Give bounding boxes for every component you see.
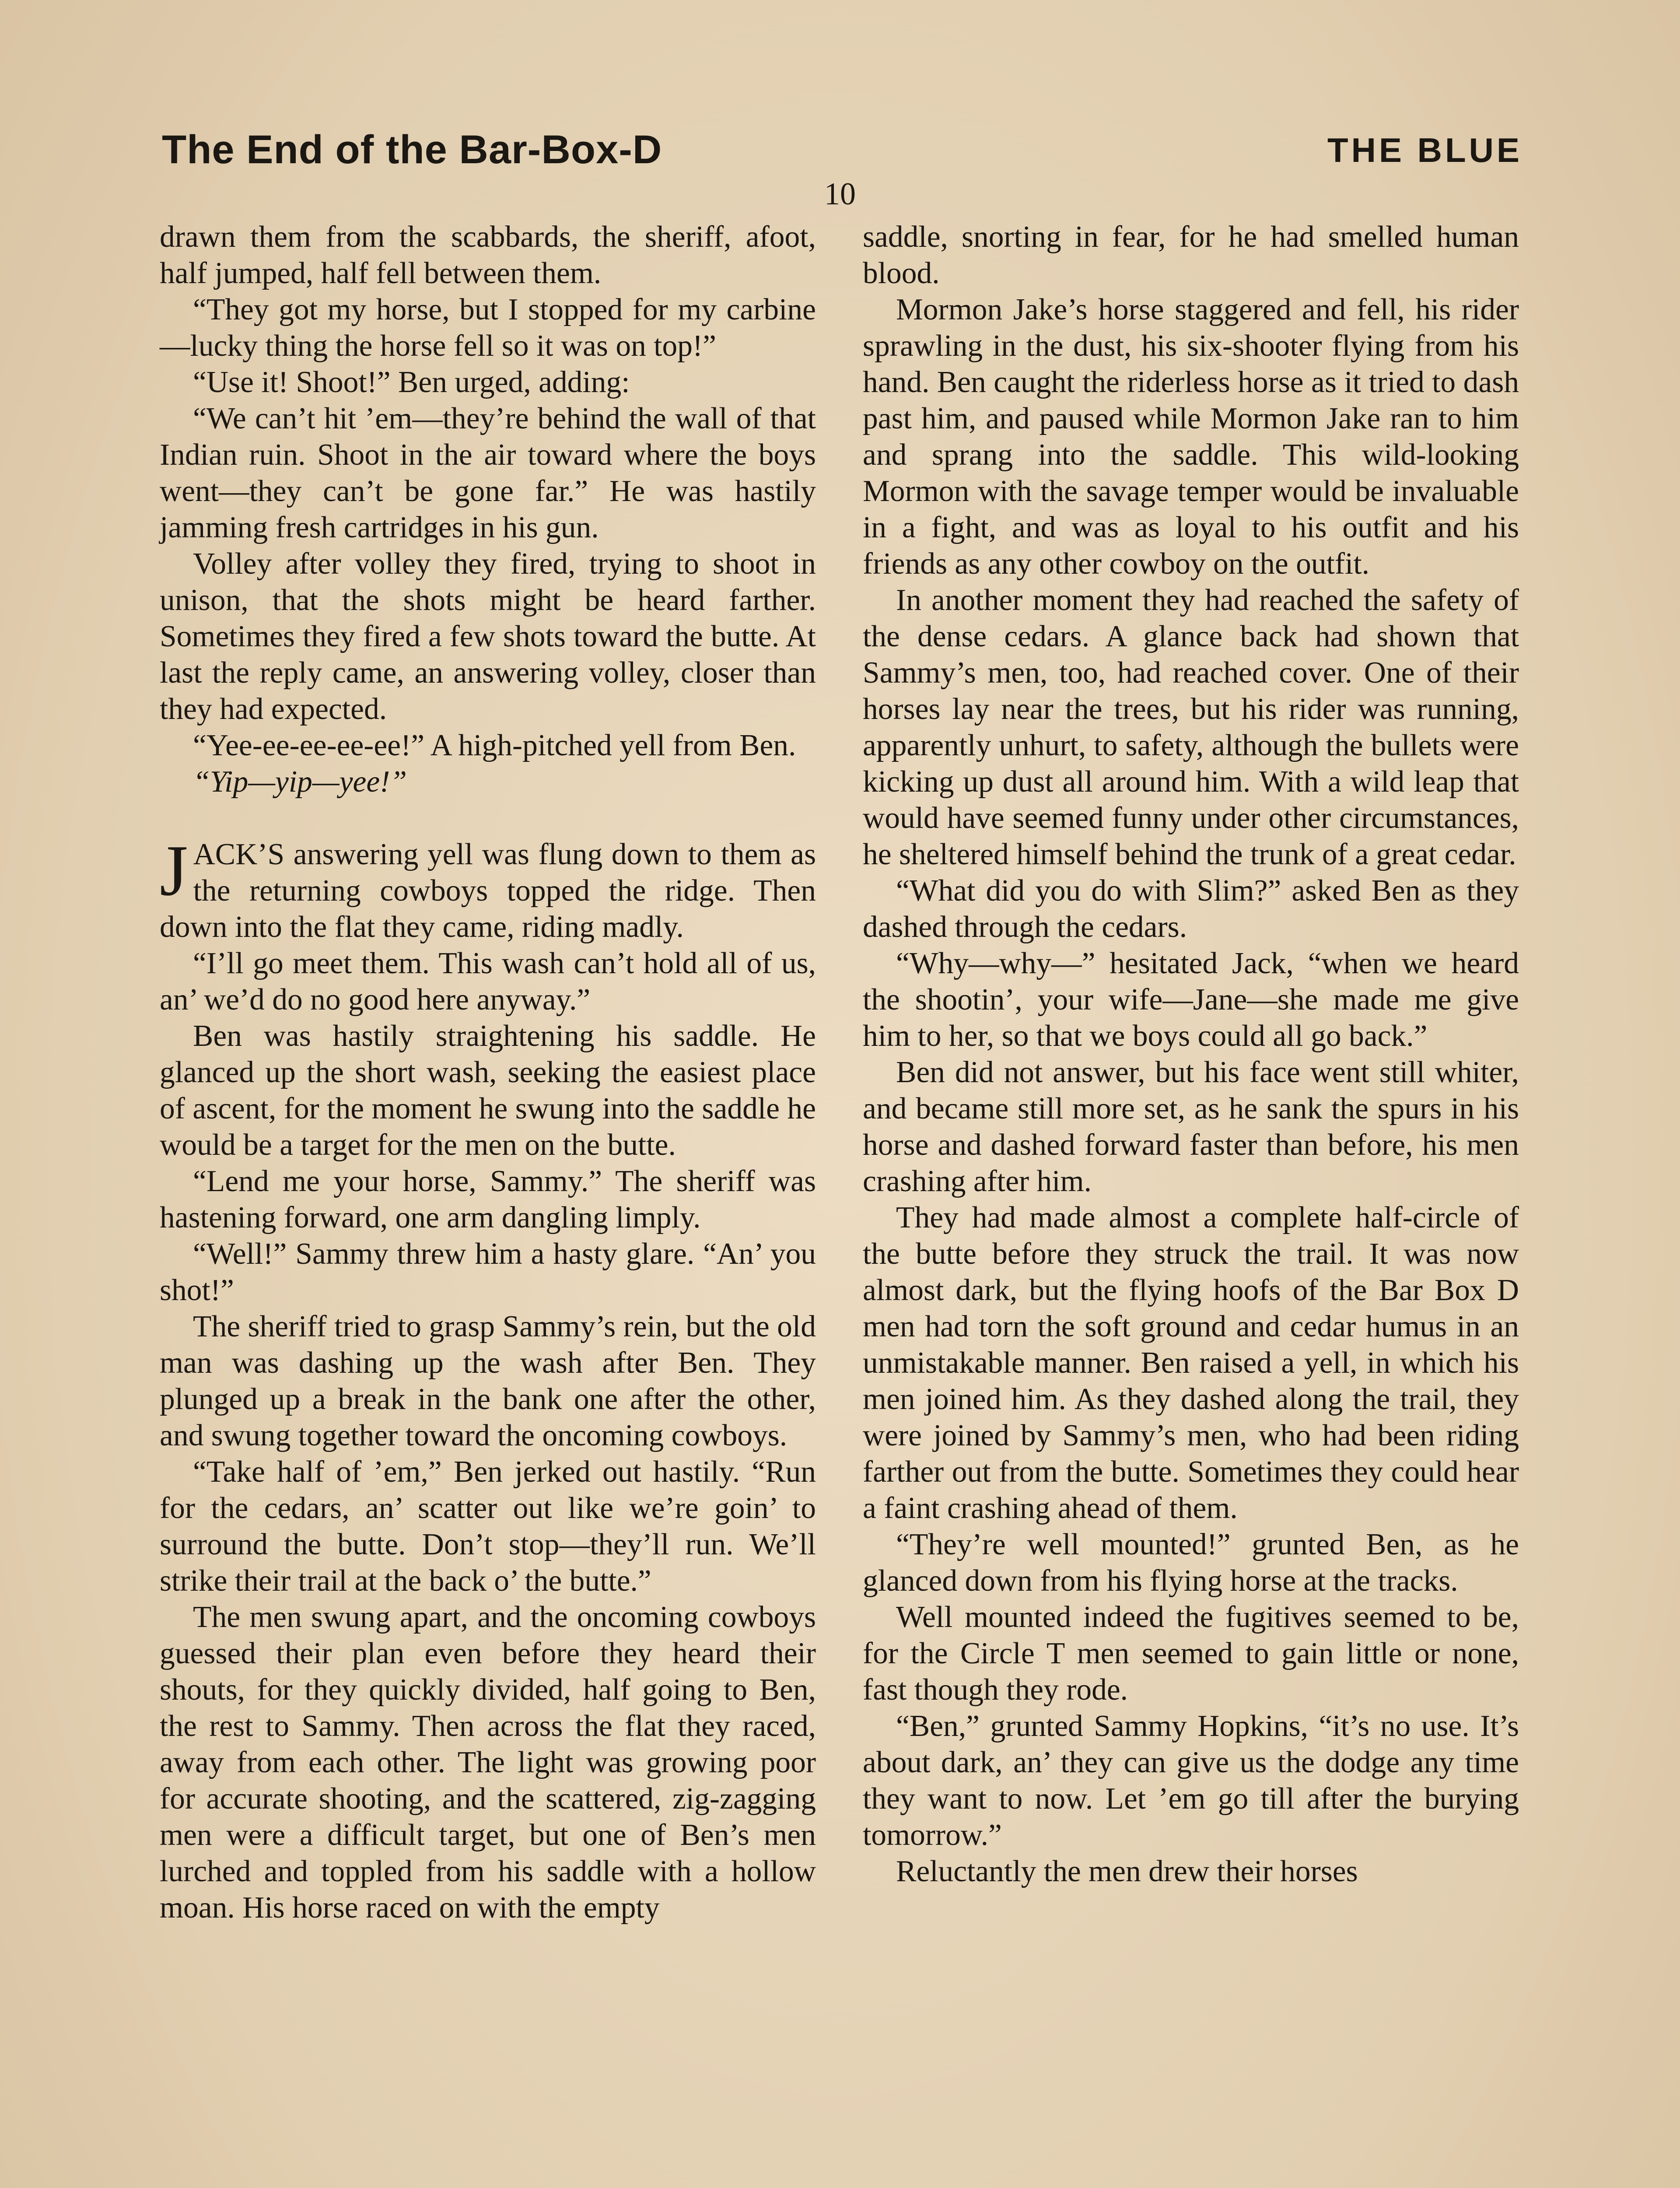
paragraph: “Well!” Sammy threw him a hasty glare. “An’ you shot!” xyxy=(160,1237,816,1307)
story-title: The End of the Bar-Box-D xyxy=(162,127,662,172)
dropcap-paragraph xyxy=(160,830,816,945)
paragraph: Well mounted indeed the fugitives seemed to be, for the Circle T men seemed to gain little or none, fast though they rode. xyxy=(863,1600,1519,1707)
magazine-name: THE BLUE xyxy=(1327,131,1522,169)
page-number: 10 xyxy=(824,176,856,211)
left-column xyxy=(160,219,816,1926)
paragraph: They had made almost a complete half-circle of the butte before they struck the trail. It was now almost dark, but the flying hoofs of the Bar Box D men had torn the soft ground and cedar humus in an unmistakable manner. Ben raised a yell, in which his men joined him. As they dashed along the trail, they were joined by Sammy’s men, who had been riding farther out from the butte. Sometimes they could hear a faint crashing ahead of them. xyxy=(863,1201,1519,1525)
paragraph: “Why—why—” hesitated Jack, “when we heard the shootin’, your wife—Jane—she made me give him to her, so that we boys could all go back.” xyxy=(863,947,1519,1053)
paragraph: In another moment they had reached the safety of the dense cedars. A glance back had shown that Sammy’s men, too, had reached cover. One of their horses lay near the trees, but his rider was running, apparently unhurt, to safety, although the bullets were kicking up dust all around him. With a wild leap that would have seemed funny under other circumstances, he sheltered himself behind the trunk of a great cedar. xyxy=(863,583,1519,871)
paragraph: The sheriff tried to grasp Sammy’s rein, but the old man was dashing up the wash after Ben. They plunged up a break in the bank one after the other, and swung together toward the oncoming cowboys. xyxy=(160,1310,816,1452)
paragraph: “I’ll go meet them. This wash can’t hold all of us, an’ we’d do no good here anyway.” xyxy=(160,947,816,1017)
paragraph: “They’re well mounted!” grunted Ben, as he glanced down from his flying horse at the tracks. xyxy=(863,1528,1519,1598)
paragraph-yell: “Yip—yip—yee!” xyxy=(193,765,407,799)
paragraph: “Take half of ’em,” Ben jerked out hastily. “Run for the cedars, an’ scatter out like we’re goin’ to surround the butte. Don’t stop—they’ll run. We’ll strike their trail at the back o’ the butte.” xyxy=(160,1455,816,1598)
paragraph: “What did you do with Slim?” asked Ben as they dashed through the cedars. xyxy=(863,874,1519,944)
paragraph: “Lend me your horse, Sammy.” The sheriff was hastening forward, one arm dangling limply. xyxy=(160,1164,816,1234)
paragraph: drawn them from the scabbards, the sheriff, afoot, half jumped, half fell between them. xyxy=(160,220,816,290)
paragraph: “Use it! Shoot!” Ben urged, adding: xyxy=(193,365,630,399)
paragraph: “They got my horse, but I stopped for my carbine—lucky thing the horse fell so it was on top!” xyxy=(160,293,816,363)
dropcap-text: ACK’S answering yell was flung down to them as the returning cowboys topped the ridge. Then down into the flat they came, riding madly. xyxy=(160,838,816,944)
paragraph: “Yee-ee-ee-ee-ee!” A high-pitched yell from Ben. xyxy=(193,729,796,762)
dropcap-letter: J xyxy=(160,830,188,911)
paragraph: Volley after volley they fired, trying to shoot in unison, that the shots might be heard farther. Sometimes they fired a few shots toward the butte. At last the reply came, an answering volley, closer than they had expected. xyxy=(160,547,816,726)
right-column xyxy=(863,219,1519,1890)
paragraph: Ben did not answer, but his face went still whiter, and became still more set, as he sank the spurs in his horse and dashed forward faster than before, his men crashing after him. xyxy=(863,1055,1519,1198)
paragraph: Mormon Jake’s horse staggered and fell, his rider sprawling in the dust, his six-shooter flying from his hand. Ben caught the riderless horse as it tried to dash past him, and paused while Mormon Jake ran to him and sprang into the saddle. This wild-looking Mormon with the savage temper would be invaluable in a fight, and was as loyal to his outfit and his friends as any other cowboy on the outfit. xyxy=(863,293,1519,581)
paragraph: saddle, snorting in fear, for he had smelled human blood. xyxy=(863,220,1519,290)
paragraph: Reluctantly the men drew their horses xyxy=(896,1855,1358,1888)
paragraph: The men swung apart, and the oncoming cowboys guessed their plan even before they heard their shouts, for they quickly divided, half going to Ben, the rest to Sammy. Then across the flat they raced, away from each other. The light was growing poor for accurate shooting, and the scattered, zig-zagging men were a difficult target, but one of Ben’s men lurched and toppled from his saddle with a hollow moan. His horse raced on with the empty xyxy=(160,1600,816,1925)
paragraph: Ben was hastily straightening his saddle. He glanced up the short wash, seeking the easiest place of ascent, for the moment he swung into the saddle he would be a target for the men on the butte. xyxy=(160,1019,816,1162)
paragraph: “Ben,” grunted Sammy Hopkins, “it’s no use. It’s about dark, an’ they can give us the dodge any time they want to now. Let ’em go till after the burying tomorrow.” xyxy=(863,1709,1519,1852)
paragraph: “We can’t hit ’em—they’re behind the wall of that Indian ruin. Shoot in the air toward where the boys went—they can’t be gone far.” He was hastily jamming fresh cartridges in his gun. xyxy=(160,402,816,544)
